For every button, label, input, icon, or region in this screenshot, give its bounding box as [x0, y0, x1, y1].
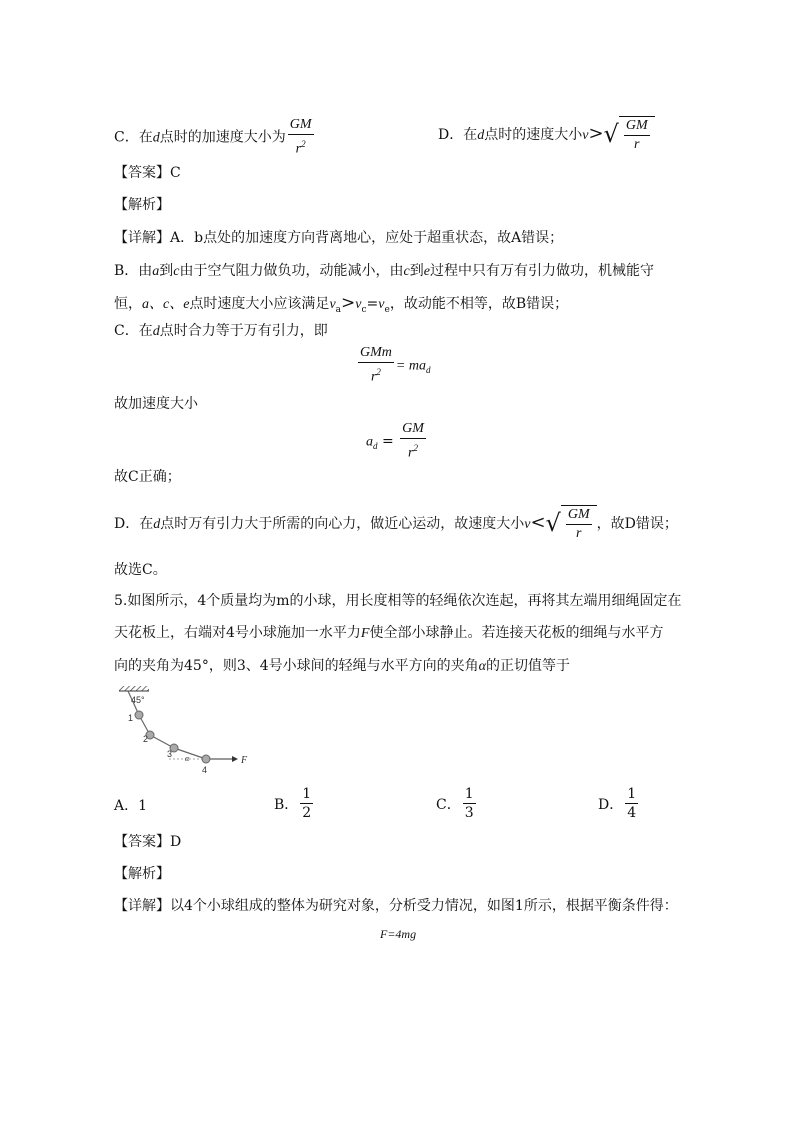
ball-2-label: 2	[143, 734, 149, 744]
detail-c-line1: C．在d点时合力等于万有引力，即	[114, 323, 328, 339]
ball-4-label: 4	[202, 765, 208, 775]
detail-a: 【详解】A．b点处的加速度方向背离地心，应处于超重状态，故A错误；	[114, 230, 564, 246]
ceiling-hatch	[119, 686, 149, 691]
equation-force: F=4mg	[380, 927, 417, 941]
question-5-line3: 向的夹角为45°，则3、4号小球间的轻绳与水平方向的夹角α的正切值等于	[114, 658, 570, 674]
ball-1	[135, 711, 143, 719]
alpha-label: α	[185, 754, 190, 763]
ball-1-label: 1	[128, 713, 134, 723]
option-c: C．在d点时的加速度大小为 $\frac{GM}{r^2}$	[114, 117, 312, 157]
analysis-label-2: 【解析】	[114, 866, 170, 882]
ball-3-label: 3	[167, 749, 173, 759]
fraction-gm-r2: $\frac{GM}{r^2}$	[289, 117, 312, 157]
equation-gravity: $\frac{\text{GMm}}{r^2}$ = $ma_d$	[360, 345, 431, 385]
detail-d: D．在d点时万有引力大于所需的向心力，做近心运动，故速度大小v< √ $\frac{GM}{r}$ ，故D错误；	[114, 507, 678, 541]
force-arrowhead	[232, 756, 238, 762]
answer-label-2: 【答案】D	[114, 834, 182, 850]
detail-b-line2: 恒，a、c、e点时速度大小应该满足$v_a>v_c=v_e$，故动能不相等，故B错误；	[114, 293, 569, 315]
detail-c-line2: 故加速度大小	[114, 396, 198, 412]
detail-b-line1: B．由a到c由于空气阻力做负功，动能减小，由c到e过程中只有万有引力做功，机械能守	[114, 263, 654, 279]
question-5-line2: 天花板上，右端对4号小球施加一水平力F使全部小球静止。若连接天花板的细绳与水平方	[114, 625, 664, 641]
question-5-line1: 5.如图所示，4个质量均为m的小球，用长度相等的轻绳依次连起，再将其左端用细绳固定在	[114, 593, 682, 609]
choice-b: B． $\frac{1}{2}$	[274, 786, 312, 821]
ball-4	[202, 755, 210, 763]
choice-d: D． $\frac{1}{4}$	[598, 786, 637, 821]
angle-label: 45°	[131, 695, 145, 705]
detail-c-line3: 故C正确；	[114, 469, 181, 485]
sqrt-gm-r: √ $\frac{GM}{r}$	[604, 116, 655, 154]
choose-c: 故选C。	[114, 562, 167, 578]
equation-acceleration: $a_d$ = $\frac{GM}{r^2}$	[366, 421, 424, 461]
rope-3-4	[174, 748, 206, 759]
detail-whole: 【详解】以4个小球组成的整体为研究对象，分析受力情况，如图1所示，根据平衡条件得：	[114, 898, 678, 914]
analysis-label-1: 【解析】	[114, 197, 170, 213]
balls-rope-figure	[114, 684, 254, 776]
force-label: F	[241, 755, 248, 766]
answer-label-1: 【答案】C	[114, 165, 181, 181]
choice-a: A．1	[114, 798, 148, 814]
option-d: D．在d点时的速度大小v> √ $\frac{GM}{r}$	[438, 116, 655, 154]
choice-c: C． $\frac{1}{3}$	[436, 786, 474, 821]
